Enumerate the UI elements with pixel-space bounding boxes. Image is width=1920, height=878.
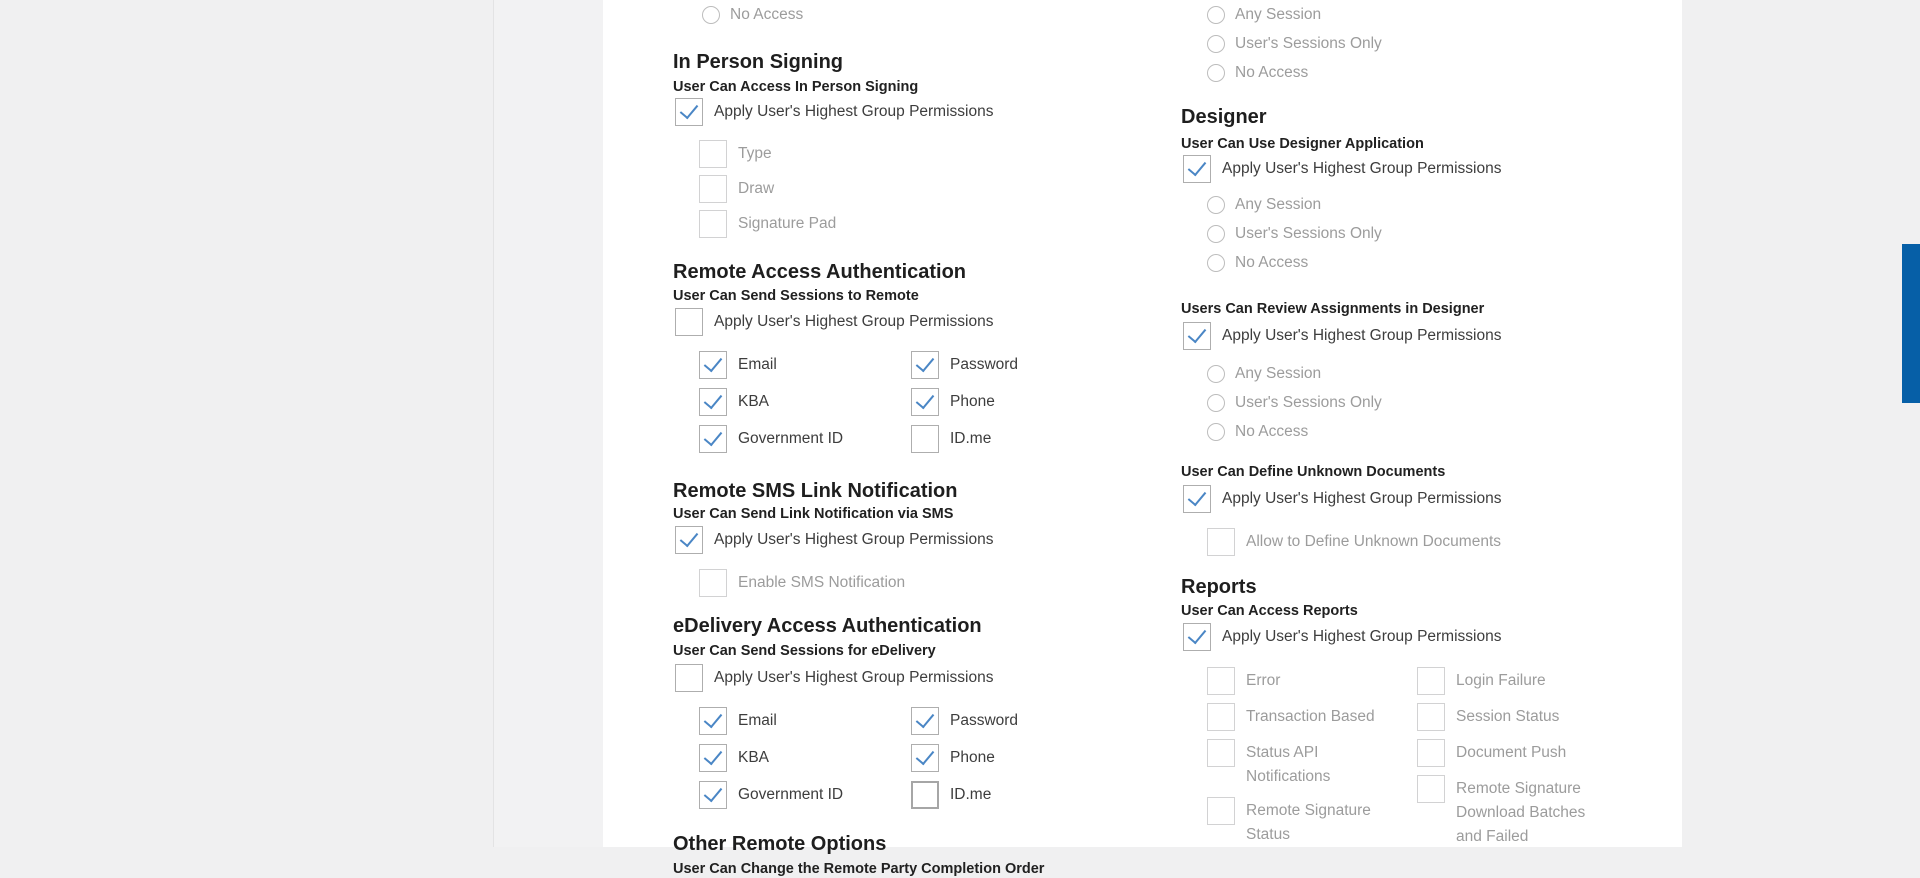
apply-permissions-row bbox=[675, 98, 1153, 126]
report-type-grid bbox=[1207, 667, 1671, 857]
radio-row-users-sessions-only bbox=[1207, 391, 1671, 415]
apply-permissions-row bbox=[1183, 155, 1671, 183]
report-type-col2 bbox=[1417, 667, 1596, 857]
option-row-transaction-based bbox=[1207, 703, 1417, 731]
option-row-government-id bbox=[699, 425, 911, 453]
checkbox-password[interactable] bbox=[911, 351, 939, 379]
checkbox-label: Document Push bbox=[1456, 744, 1567, 761]
checkbox-label: Apply User's Highest Group Permissions bbox=[714, 313, 994, 330]
option-row-email bbox=[699, 707, 911, 735]
radio-label: No Access bbox=[1235, 64, 1309, 81]
checkbox-label: Signature Pad bbox=[738, 215, 837, 232]
checkbox-label: Password bbox=[950, 712, 1019, 729]
checkbox-label: Government ID bbox=[738, 786, 844, 803]
left-gutter bbox=[494, 0, 603, 847]
radio-users-sessions-only[interactable] bbox=[1207, 394, 1225, 412]
option-row-idme bbox=[911, 781, 1018, 809]
auth-method-col1 bbox=[699, 351, 911, 462]
checkbox-email[interactable] bbox=[699, 707, 727, 735]
auth-method-grid bbox=[699, 351, 1153, 462]
checkbox-label: Government ID bbox=[738, 430, 844, 447]
radio-row-no-access bbox=[1207, 61, 1671, 85]
radio-any-session[interactable] bbox=[1207, 6, 1225, 24]
checkbox-label: Type bbox=[738, 145, 772, 162]
checkbox-session-status[interactable] bbox=[1417, 703, 1445, 731]
checkbox-apply-highest-group[interactable] bbox=[1183, 155, 1211, 183]
subsection-title: User Can Use Designer Application bbox=[1181, 136, 1424, 152]
auth-method-col2 bbox=[911, 351, 1018, 462]
radio-no-access[interactable] bbox=[1207, 64, 1225, 82]
subsection-title: Users Can Review Assignments in Designer bbox=[1181, 301, 1485, 317]
subsection-title: User Can Define Unknown Documents bbox=[1181, 464, 1446, 480]
radio-row-users-sessions-only bbox=[1207, 222, 1671, 246]
checkbox-idme[interactable] bbox=[911, 425, 939, 453]
checkbox-apply-highest-group[interactable] bbox=[675, 98, 703, 126]
radio-row-any-session bbox=[1207, 3, 1671, 27]
auth-method-grid bbox=[699, 707, 1153, 818]
checkbox-apply-highest-group[interactable] bbox=[1183, 322, 1211, 350]
radio-row-no-access bbox=[1207, 251, 1671, 275]
checkbox-label: Draw bbox=[738, 180, 775, 197]
checkbox-label: Allow to Define Unknown Documents bbox=[1246, 533, 1502, 550]
option-row-phone bbox=[911, 388, 1018, 416]
apply-permissions-row bbox=[675, 308, 1153, 336]
checkbox-apply-highest-group[interactable] bbox=[1183, 485, 1211, 513]
checkbox-label: Apply User's Highest Group Permissions bbox=[1222, 628, 1502, 645]
auth-method-col1 bbox=[699, 707, 911, 818]
checkbox-label: Status API Notifications bbox=[1246, 744, 1331, 785]
checkbox-label: Email bbox=[738, 356, 777, 373]
checkbox-label: Phone bbox=[950, 393, 995, 410]
option-row-email bbox=[699, 351, 911, 379]
option-row-signature-pad bbox=[699, 210, 1153, 238]
checkbox-label: Remote Signature Download Batches and Failed bbox=[1456, 780, 1586, 845]
subsection-title: User Can Send Sessions to Remote bbox=[673, 288, 919, 304]
option-row-document-push bbox=[1417, 739, 1596, 767]
option-row-status-api-notifications bbox=[1207, 739, 1417, 789]
checkbox-label: Enable SMS Notification bbox=[738, 574, 906, 591]
radio-no-access[interactable] bbox=[1207, 254, 1225, 272]
checkbox-label: KBA bbox=[738, 393, 770, 410]
checkbox-label: Login Failure bbox=[1456, 672, 1546, 689]
subsection-title-partial: User Can Change the Remote Party Completion Order bbox=[673, 861, 1045, 877]
checkbox-label: Apply User's Highest Group Permissions bbox=[714, 669, 994, 686]
radio-row-any-session bbox=[1207, 362, 1671, 386]
checkbox-label: ID.me bbox=[950, 430, 992, 447]
option-row-kba bbox=[699, 744, 911, 772]
section-title-edelivery: eDelivery Access Authentication bbox=[673, 615, 982, 637]
radio-label: User's Sessions Only bbox=[1235, 225, 1382, 242]
checkbox-label: Password bbox=[950, 356, 1019, 373]
checkbox-apply-highest-group[interactable] bbox=[675, 308, 703, 336]
option-row-government-id bbox=[699, 781, 911, 809]
checkbox-label: Apply User's Highest Group Permissions bbox=[1222, 490, 1502, 507]
checkbox-label: KBA bbox=[738, 749, 770, 766]
checkbox-transaction-based[interactable] bbox=[1207, 703, 1235, 731]
option-row-enable-sms bbox=[699, 569, 1153, 597]
checkbox-label: Session Status bbox=[1456, 708, 1560, 725]
subsection-title: User Can Send Link Notification via SMS bbox=[673, 506, 954, 522]
apply-permissions-row bbox=[1183, 322, 1671, 350]
radio-label: Any Session bbox=[1235, 6, 1322, 23]
checkbox-government-id[interactable] bbox=[699, 781, 727, 809]
option-row-allow-define-unknown bbox=[1207, 528, 1671, 556]
section-title-reports: Reports bbox=[1181, 576, 1257, 598]
checkbox-label: Phone bbox=[950, 749, 995, 766]
apply-permissions-row bbox=[1183, 623, 1671, 651]
radio-label: User's Sessions Only bbox=[1235, 35, 1382, 52]
apply-permissions-row bbox=[1183, 485, 1671, 513]
section-title-remote-sms: Remote SMS Link Notification bbox=[673, 480, 958, 502]
option-row-kba bbox=[699, 388, 911, 416]
option-row-type bbox=[699, 140, 1153, 168]
checkbox-label: Apply User's Highest Group Permissions bbox=[1222, 160, 1502, 177]
checkbox-government-id[interactable] bbox=[699, 425, 727, 453]
checkbox-apply-highest-group[interactable] bbox=[1183, 623, 1211, 651]
apply-permissions-row bbox=[675, 664, 1153, 692]
radio-label: No Access bbox=[1235, 423, 1309, 440]
section-title-designer: Designer bbox=[1181, 106, 1267, 128]
checkbox-idme[interactable] bbox=[911, 781, 939, 809]
auth-method-col2 bbox=[911, 707, 1018, 818]
checkbox-label: Apply User's Highest Group Permissions bbox=[714, 103, 994, 120]
radio-label: Any Session bbox=[1235, 196, 1322, 213]
checkbox-signature-pad[interactable] bbox=[699, 210, 727, 238]
permissions-column-left bbox=[673, 0, 1153, 878]
option-row-password bbox=[911, 351, 1018, 379]
subsection-title: User Can Send Sessions for eDelivery bbox=[673, 643, 936, 659]
option-row-login-failure bbox=[1417, 667, 1596, 695]
checkbox-label: Error bbox=[1246, 672, 1281, 689]
scrollbar-thumb[interactable] bbox=[1902, 244, 1920, 403]
section-title-other-remote: Other Remote Options bbox=[673, 833, 887, 855]
subsection-title: User Can Access Reports bbox=[1181, 603, 1358, 619]
checkbox-apply-highest-group[interactable] bbox=[675, 664, 703, 692]
radio-any-session[interactable] bbox=[1207, 365, 1225, 383]
permissions-column-right bbox=[1181, 0, 1671, 857]
option-row-session-status bbox=[1417, 703, 1596, 731]
checkbox-password[interactable] bbox=[911, 707, 939, 735]
option-row-remote-signature-status bbox=[1207, 797, 1417, 847]
checkbox-status-api-notifications[interactable] bbox=[1207, 739, 1235, 767]
radio-label: Any Session bbox=[1235, 365, 1322, 382]
checkbox-error[interactable] bbox=[1207, 667, 1235, 695]
checkbox-allow-define-unknown[interactable] bbox=[1207, 528, 1235, 556]
checkbox-phone[interactable] bbox=[911, 388, 939, 416]
option-row-remote-signature-download bbox=[1417, 775, 1596, 849]
option-row-password bbox=[911, 707, 1018, 735]
checkbox-remote-signature-download-batches[interactable] bbox=[1417, 775, 1445, 803]
permissions-panel bbox=[603, 0, 1682, 877]
checkbox-type[interactable] bbox=[699, 140, 727, 168]
radio-any-session[interactable] bbox=[1207, 196, 1225, 214]
radio-users-sessions-only[interactable] bbox=[1207, 35, 1225, 53]
subsection-title: User Can Access In Person Signing bbox=[673, 79, 919, 95]
radio-users-sessions-only[interactable] bbox=[1207, 225, 1225, 243]
checkbox-remote-signature-status[interactable] bbox=[1207, 797, 1235, 825]
option-row-idme bbox=[911, 425, 1018, 453]
radio-row-users-sessions-only bbox=[1207, 32, 1671, 56]
radio-row-any-session bbox=[1207, 193, 1671, 217]
radio-no-access[interactable] bbox=[1207, 423, 1225, 441]
option-row-phone bbox=[911, 744, 1018, 772]
section-title-remote-access: Remote Access Authentication bbox=[673, 261, 967, 283]
checkbox-label: Email bbox=[738, 712, 777, 729]
option-row-error bbox=[1207, 667, 1417, 695]
checkbox-apply-highest-group[interactable] bbox=[675, 526, 703, 554]
checkbox-label: Remote Signature Status bbox=[1246, 802, 1371, 843]
checkbox-label: Apply User's Highest Group Permissions bbox=[714, 531, 994, 548]
checkbox-document-push[interactable] bbox=[1417, 739, 1445, 767]
radio-label: No Access bbox=[1235, 254, 1309, 271]
checkbox-draw[interactable] bbox=[699, 175, 727, 203]
option-row-draw bbox=[699, 175, 1153, 203]
apply-permissions-row bbox=[675, 526, 1153, 554]
report-type-col1 bbox=[1207, 667, 1417, 857]
checkbox-kba[interactable] bbox=[699, 744, 727, 772]
radio-no-access[interactable] bbox=[702, 6, 720, 24]
radio-label: User's Sessions Only bbox=[1235, 394, 1382, 411]
checkbox-label: Transaction Based bbox=[1246, 708, 1375, 725]
checkbox-phone[interactable] bbox=[911, 744, 939, 772]
radio-row-no-access bbox=[702, 3, 1153, 27]
checkbox-label: Apply User's Highest Group Permissions bbox=[1222, 327, 1502, 344]
checkbox-email[interactable] bbox=[699, 351, 727, 379]
section-title-in-person-signing: In Person Signing bbox=[673, 51, 844, 73]
radio-row-no-access bbox=[1207, 420, 1671, 444]
checkbox-login-failure[interactable] bbox=[1417, 667, 1445, 695]
checkbox-enable-sms-notification[interactable] bbox=[699, 569, 727, 597]
checkbox-label: ID.me bbox=[950, 786, 992, 803]
checkbox-kba[interactable] bbox=[699, 388, 727, 416]
radio-label: No Access bbox=[730, 6, 804, 23]
